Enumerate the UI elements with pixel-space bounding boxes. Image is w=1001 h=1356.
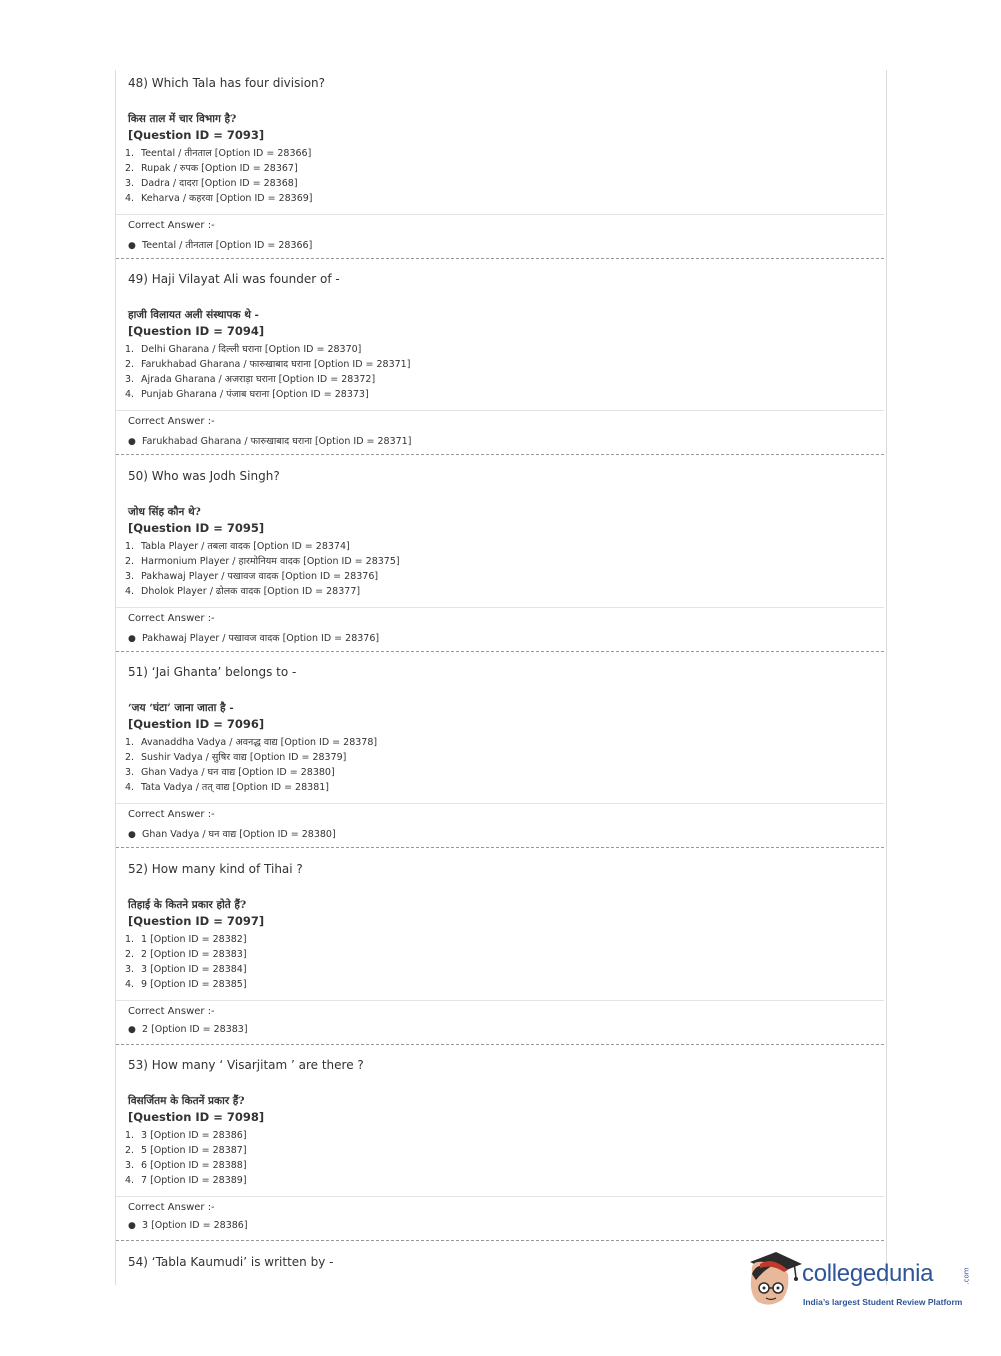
question-title: 53) How many ‘ Visarjitam ’ are there ? <box>128 1058 364 1072</box>
option-item: 3. Pakhawaj Player / पखावज वादक [Option ID = 28376] <box>125 571 379 582</box>
correct-answer-label: Correct Answer :- <box>128 220 215 231</box>
option-item: 2. Rupak / रुपक [Option ID = 28367] <box>125 163 298 174</box>
correct-answer: ● 2 [Option ID = 28383] <box>128 1024 248 1035</box>
correct-answer: ● Pakhawaj Player / पखावज वादक [Option ID = 28376] <box>128 633 380 644</box>
option-item: 3. Ajrada Gharana / अजराड़ा घराना [Option ID = 28372] <box>125 374 376 385</box>
question-separator <box>116 454 884 455</box>
question-hindi: तिहाई के कितने प्रकार होते हैं? <box>128 899 247 911</box>
correct-answer-label: Correct Answer :- <box>128 613 215 624</box>
question-separator <box>116 1044 884 1045</box>
correct-answer-label: Correct Answer :- <box>128 416 215 427</box>
correct-answer: ● Farukhabad Gharana / फारुखाबाद घराना [Option ID = 28371] <box>128 436 412 447</box>
bullet-icon: ● <box>128 241 136 251</box>
option-item: 3. Ghan Vadya / घन वाद्य [Option ID = 28380] <box>125 767 335 778</box>
option-item: 1. Delhi Gharana / दिल्ली घराना [Option ID = 28370] <box>125 344 362 355</box>
option-item: 1. 1 [Option ID = 28382] <box>125 934 247 945</box>
divider <box>116 607 884 608</box>
question-hindi: जोध सिंह कौन थे? <box>128 506 201 518</box>
question-hindi: विसर्जितम के कितनें प्रकार हैं? <box>128 1095 245 1107</box>
option-list <box>125 146 313 206</box>
question-title: 48) Which Tala has four division? <box>128 76 326 90</box>
option-item: 4. 7 [Option ID = 28389] <box>125 1175 247 1186</box>
question-title: 51) ‘Jai Ghanta’ belongs to - <box>128 665 297 679</box>
question-title: 49) Haji Vilayat Ali was founder of - <box>128 272 340 286</box>
question-id: [Question ID = 7098] <box>128 1110 265 1124</box>
divider <box>116 1000 884 1001</box>
option-item: 3. 6 [Option ID = 28388] <box>125 1160 247 1171</box>
question-hindi: हाजी विलायत अली संस्थापक थे - <box>128 309 259 321</box>
bullet-icon: ● <box>128 1221 136 1231</box>
option-item: 2. Sushir Vadya / सुषिर वाद्य [Option ID = 28379] <box>125 752 347 763</box>
collegedunia-logo <box>742 1250 972 1310</box>
brand-name: collegedunia <box>802 1260 934 1287</box>
correct-answer: ● Ghan Vadya / घन वाद्य [Option ID = 28380] <box>128 829 336 840</box>
option-list <box>125 539 400 599</box>
brand-domain: .com <box>962 1267 971 1285</box>
option-item: 1. 3 [Option ID = 28386] <box>125 1130 247 1141</box>
question-separator <box>116 847 884 848</box>
option-item: 1. Teental / तीनताल [Option ID = 28366] <box>125 148 312 159</box>
question-separator <box>116 651 884 652</box>
brand-tagline: India’s largest Student Review Platform <box>803 1297 963 1307</box>
question-id: [Question ID = 7096] <box>128 717 265 731</box>
mascot-icon <box>742 1250 802 1310</box>
divider <box>116 803 884 804</box>
option-list <box>125 342 410 402</box>
option-item: 4. Tata Vadya / तत् वाद्य [Option ID = 28381] <box>125 782 329 793</box>
option-item: 1. Avanaddha Vadya / अवनद्ध वाद्य [Option ID = 28378] <box>125 737 378 748</box>
question-hindi: ‘जय ‘घंटा’ जाना जाता है - <box>128 702 234 714</box>
correct-answer: ● 3 [Option ID = 28386] <box>128 1220 248 1231</box>
option-item: 3. 3 [Option ID = 28384] <box>125 964 247 975</box>
correct-answer: ● Teental / तीनताल [Option ID = 28366] <box>128 240 313 251</box>
question-separator <box>116 1240 884 1241</box>
option-item: 4. Dholok Player / ढोलक वादक [Option ID = 28377] <box>125 586 361 597</box>
option-list <box>125 932 247 992</box>
correct-answer-label: Correct Answer :- <box>128 1006 215 1017</box>
bullet-icon: ● <box>128 437 136 447</box>
question-title: 50) Who was Jodh Singh? <box>128 469 280 483</box>
question-hindi: किस ताल में चार विभाग है? <box>128 113 237 125</box>
bullet-icon: ● <box>128 1025 136 1035</box>
bullet-icon: ● <box>128 830 136 840</box>
divider <box>116 410 884 411</box>
option-list <box>125 735 377 795</box>
question-id: [Question ID = 7095] <box>128 521 265 535</box>
bullet-icon: ● <box>128 634 136 644</box>
option-item: 2. Farukhabad Gharana / फारुखाबाद घराना [Option ID = 28371] <box>125 359 411 370</box>
option-item: 4. Punjab Gharana / पंजाब घराना [Option ID = 28373] <box>125 389 369 400</box>
question-title: 52) How many kind of Tihai ? <box>128 862 303 876</box>
option-item: 3. Dadra / दादरा [Option ID = 28368] <box>125 178 298 189</box>
question-id: [Question ID = 7097] <box>128 914 265 928</box>
option-item: 1. Tabla Player / तबला वादक [Option ID = 28374] <box>125 541 350 552</box>
option-item: 2. 2 [Option ID = 28383] <box>125 949 247 960</box>
option-item: 2. Harmonium Player / हारमोनियम वादक [Option ID = 28375] <box>125 556 400 567</box>
option-list <box>125 1128 247 1188</box>
correct-answer-label: Correct Answer :- <box>128 809 215 820</box>
divider <box>116 214 884 215</box>
question-title: 54) ‘Tabla Kaumudi’ is written by - <box>128 1255 334 1269</box>
divider <box>116 1196 884 1197</box>
option-item: 2. 5 [Option ID = 28387] <box>125 1145 247 1156</box>
question-id: [Question ID = 7094] <box>128 324 265 338</box>
correct-answer-label: Correct Answer :- <box>128 1202 215 1213</box>
option-item: 4. Keharva / कहरवा [Option ID = 28369] <box>125 193 313 204</box>
option-item: 4. 9 [Option ID = 28385] <box>125 979 247 990</box>
question-separator <box>116 258 884 259</box>
question-id: [Question ID = 7093] <box>128 128 265 142</box>
